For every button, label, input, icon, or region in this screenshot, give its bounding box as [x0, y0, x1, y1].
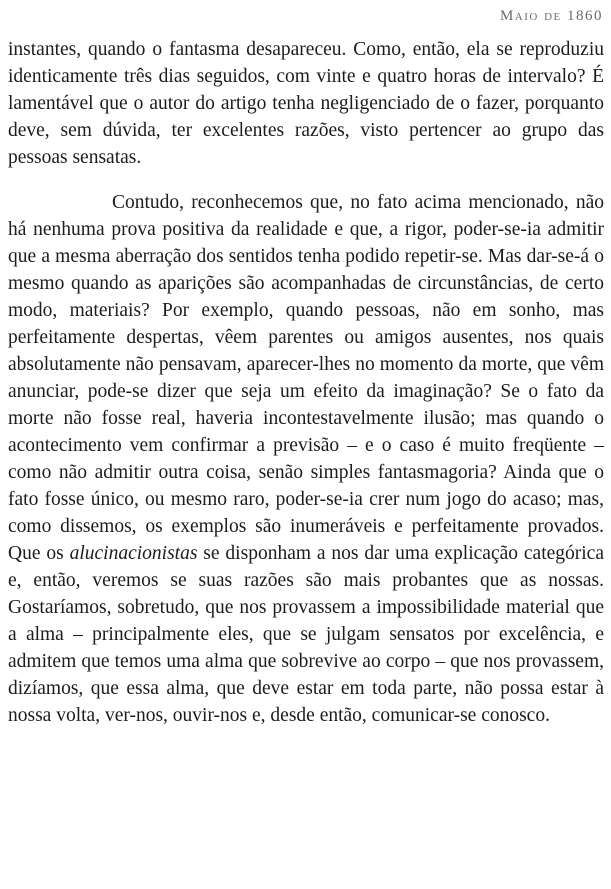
- paragraph-2-text-end: se disponham a nos dar uma explicação categórica e, então, veremos se suas razões são mais probantes que as nossas. Gostaríamos, sobretudo, que nos provassem a impossibilidade material que a alma – principalmente eles, que se julgam sensatos por excelência, e admitem que temos uma alma que sobrevive ao corpo – que nos provassem, dizíamos, que essa alma, que deve estar em toda parte, não possa estar à nossa volta, ver-nos, ouvir-nos e, desde então, comunicar-se conosco.: [8, 543, 604, 726]
- paragraph-2: [8, 189, 604, 729]
- paragraph-1: instantes, quando o fantasma desapareceu. Como, então, ela se reproduziu identicamente três dias seguidos, com vinte e quatro horas de intervalo? É lamentável que o autor do artigo tenha negligenciado de o fazer, porquanto deve, sem dúvida, ter excelentes razões, visto pertencer ao grupo das pessoas sensatas.: [8, 39, 604, 168]
- body-text: [8, 36, 604, 729]
- paragraph-2-text-start: Contudo, reconhecemos que, no fato acima mencionado, não há nenhuma prova positiva da realidade e que, a rigor, poder-se-ia admitir que a mesma aberração dos sentidos tenha podido repetir-se. Mas dar-se-á o mesmo quando as aparições são acompanhadas de circunstâncias, de certo modo, materiais? Por exemplo, quando pessoas, não em sonho, mas perfeitamente despertas, vêem parentes ou amigos ausentes, nos quais absolutamente não pensavam, aparecer-lhes no momento da morte, que vêm anunciar, pode-se dizer que seja um efeito da imaginação? Se o fato da morte não fosse real, haveria incontestavelmente ilusão; mas quando o acontecimento vem confirmar a previsão – e o caso é muito freqüente – como não admitir outra coisa, senão simples fantasmagoria? Ainda que o fato fosse único, ou mesmo raro, poder-se-ia crer num jogo do acaso; mas, como dissemos, os exemplos são inumeráveis e perfeitamente provados. Que os: [8, 192, 604, 564]
- italic-term: alucinacionistas: [69, 543, 198, 564]
- running-head: Maio de 1860: [499, 8, 603, 24]
